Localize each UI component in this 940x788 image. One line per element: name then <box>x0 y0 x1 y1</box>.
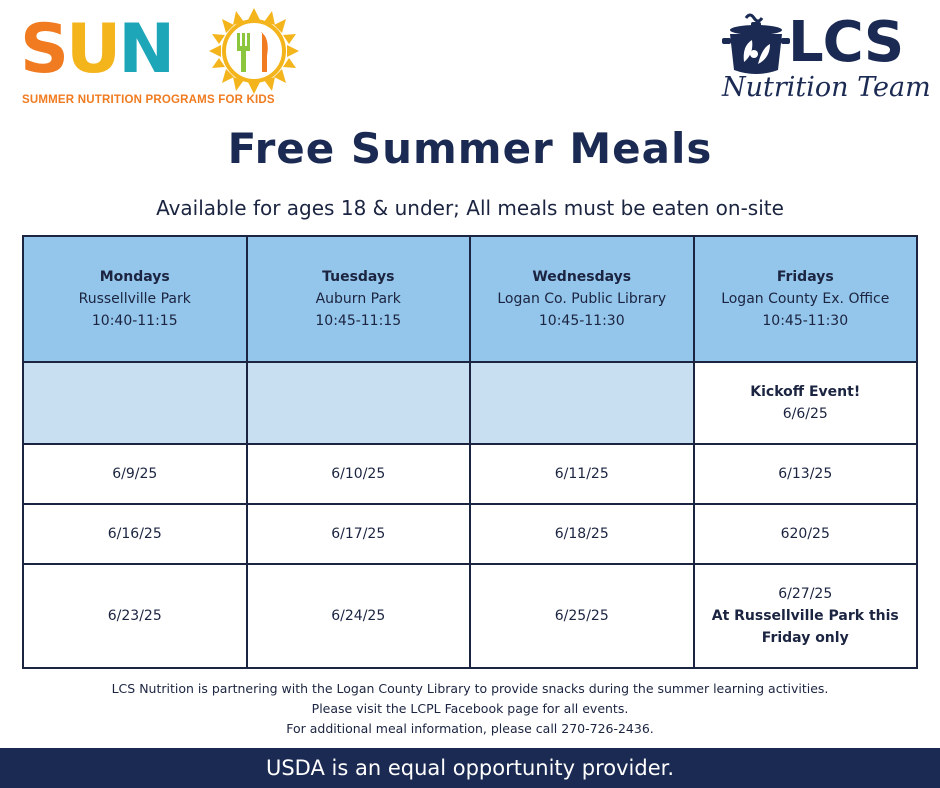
date-cell: 6/16/25 <box>23 504 247 564</box>
sun-fork-knife-icon <box>204 6 304 96</box>
time-label: 10:40-11:15 <box>91 313 178 329</box>
lcs-wordmark: LCS <box>788 10 904 75</box>
date-cell: 6/25/25 <box>470 564 694 668</box>
date-cell: 6/9/25 <box>23 444 247 504</box>
table-row-kickoff <box>23 362 917 444</box>
empty-cell <box>247 362 471 444</box>
table-row <box>23 564 917 668</box>
kickoff-date: 6/6/25 <box>782 406 828 422</box>
page-title: Free Summer Meals <box>227 124 713 173</box>
footer-notes <box>0 679 940 739</box>
location-label: Logan Co. Public Library <box>497 291 667 307</box>
header-cell-wednesday <box>470 236 694 362</box>
date-cell: 6/13/25 <box>694 444 918 504</box>
header-cell-monday <box>23 236 247 362</box>
header-cell-friday <box>694 236 918 362</box>
footer-line: LCS Nutrition is partnering with the Logan County Library to provide snacks during the summer learning activities. <box>111 681 829 696</box>
location-label: Auburn Park <box>315 291 401 307</box>
table-header-row <box>23 236 917 362</box>
usda-statement-bar: USDA is an equal opportunity provider. <box>0 748 940 788</box>
table-row <box>23 504 917 564</box>
lcs-logo <box>718 8 931 112</box>
kickoff-cell <box>694 362 918 444</box>
footer-line: Please visit the LCPL Facebook page for all events. <box>311 701 629 716</box>
kickoff-label: Kickoff Event! <box>750 384 861 400</box>
date-cell: 6/18/25 <box>470 504 694 564</box>
date-cell: 6/23/25 <box>23 564 247 668</box>
table-row <box>23 444 917 504</box>
page-subtitle: Available for ages 18 & under; All meals must be eaten on-site <box>156 196 784 220</box>
location-note: At Russellville Park this Friday only <box>711 608 899 646</box>
day-label: Fridays <box>776 269 834 285</box>
time-label: 10:45-11:30 <box>538 313 625 329</box>
header-cell-tuesday <box>247 236 471 362</box>
empty-cell <box>470 362 694 444</box>
location-label: Russellville Park <box>78 291 191 307</box>
date-cell: 6/24/25 <box>247 564 471 668</box>
footer-line: For additional meal information, please call 270-726-2436. <box>286 721 654 736</box>
day-label: Wednesdays <box>532 269 632 285</box>
date-cell: 6/11/25 <box>470 444 694 504</box>
time-label: 10:45-11:15 <box>315 313 402 329</box>
day-label: Mondays <box>99 269 170 285</box>
date-cell: 6/10/25 <box>247 444 471 504</box>
time-label: 10:45-11:30 <box>762 313 849 329</box>
sun-wordmark: SUN <box>20 10 173 89</box>
day-label: Tuesdays <box>322 269 395 285</box>
date-cell: 6/17/25 <box>247 504 471 564</box>
meal-schedule-table <box>22 235 918 669</box>
date-label: 6/27/25 <box>778 586 833 602</box>
sun-tagline: SUMMER NUTRITION PROGRAMS FOR KIDS <box>22 94 275 106</box>
date-cell: 620/25 <box>694 504 918 564</box>
location-label: Logan County Ex. Office <box>721 291 890 307</box>
sun-logo <box>18 6 308 110</box>
date-cell-with-note <box>694 564 918 668</box>
lcs-script-tagline: Nutrition Team <box>722 72 931 103</box>
empty-cell <box>23 362 247 444</box>
